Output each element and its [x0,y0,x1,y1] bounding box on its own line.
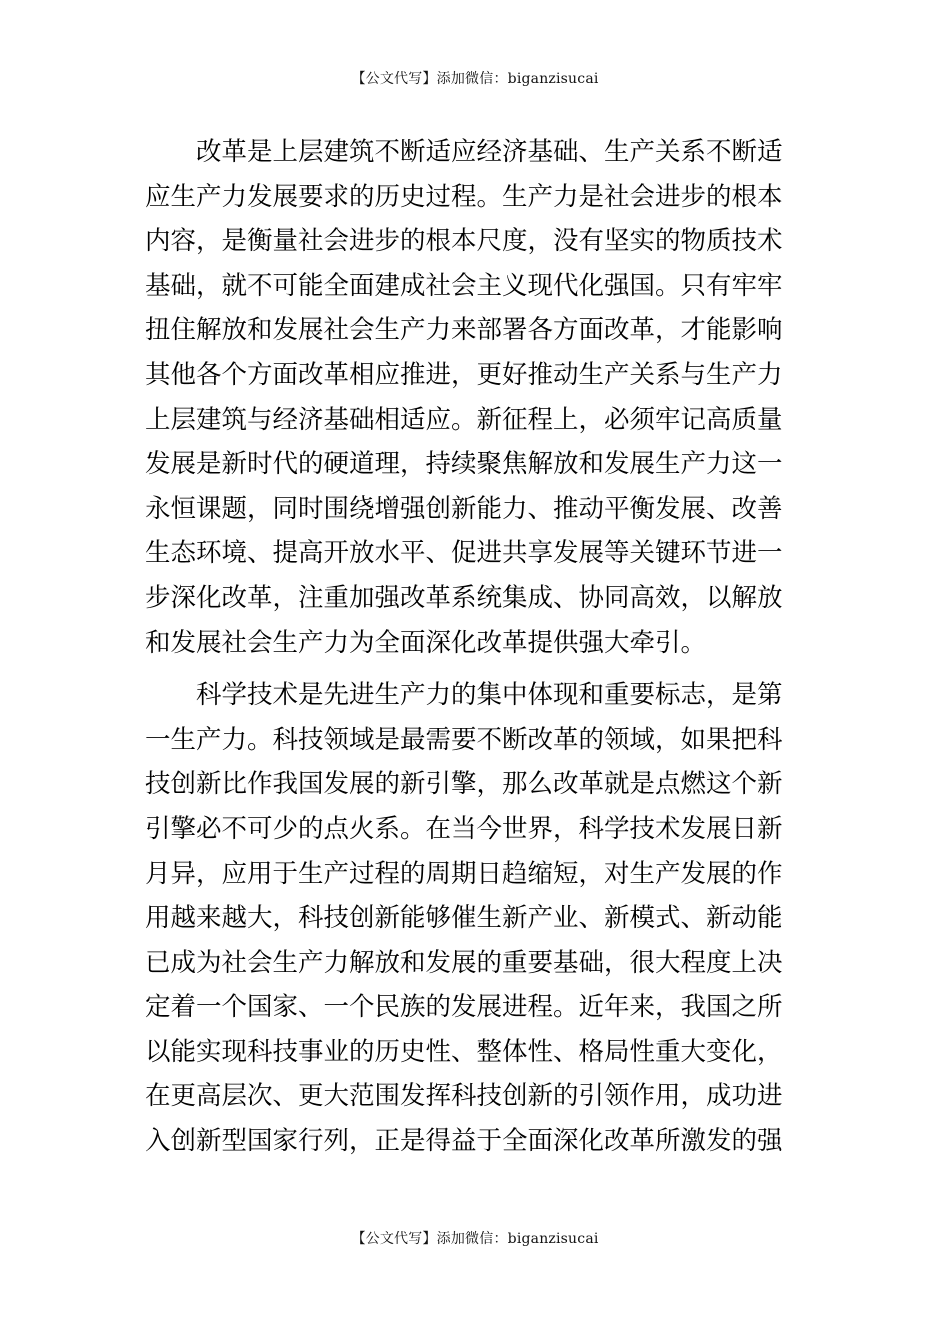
page-header: 【公文代写】添加微信：biganzisucai [351,71,599,87]
text-line: 应生产力发展要求的历史过程。生产力是社会进步的根本 [145,181,783,212]
text-line: 用越来越大，科技创新能够催生新产业、新模式、新动能 [145,903,783,934]
text-line: 技创新比作我国发展的新引擎，那么改革就是点燃这个新 [145,769,783,800]
text-line: 和发展社会生产力为全面深化改革提供强大牵引。 [145,627,707,658]
text-line: 一生产力。科技领域是最需要不断改革的领域，如果把科 [145,724,783,755]
text-line: 定着一个国家、一个民族的发展进程。近年来，我国之所 [145,992,783,1023]
text-line: 月异，应用于生产过程的周期日趋缩短，对生产发展的作 [145,858,783,889]
text-line: 内容，是衡量社会进步的根本尺度，没有坚实的物质技术 [145,226,783,257]
paragraph-1 [145,130,810,665]
page-footer: 【公文代写】添加微信：biganzisucai [351,1231,599,1247]
text-line: 其他各个方面改革相应推进，更好推动生产关系与生产力 [145,359,783,390]
paragraph-2 [145,673,810,1164]
text-line: 已成为社会生产力解放和发展的重要基础，很大程度上决 [145,947,783,978]
text-line: 步深化改革，注重加强改革系统集成、协同高效，以解放 [145,582,783,613]
text-line: 扭住解放和发展社会生产力来部署各方面改革，才能影响 [145,315,783,346]
text-line: 引擎必不可少的点火系。在当今世界，科学技术发展日新 [145,813,783,844]
text-line: 发展是新时代的硬道理，持续聚焦解放和发展生产力这一 [145,449,783,480]
text-line: 改革是上层建筑不断适应经济基础、生产关系不断适 [196,137,783,167]
text-line: 基础，就不可能全面建成社会主义现代化强国。只有牢牢 [145,270,783,301]
text-line: 入创新型国家行列，正是得益于全面深化改革所激发的强 [145,1126,783,1157]
text-line: 以能实现科技事业的历史性、整体性、格局性重大变化， [145,1036,783,1067]
text-line: 在更高层次、更大范围发挥科技创新的引领作用，成功进 [145,1081,783,1112]
text-line: 生态环境、提高开放水平、促进共享发展等关键环节进一 [145,538,783,569]
text-line: 永恒课题，同时围绕增强创新能力、推动平衡发展、改善 [145,493,783,524]
document-body [145,130,810,1164]
text-line: 科学技术是先进生产力的集中体现和重要标志，是第 [196,680,783,711]
text-line: 上层建筑与经济基础相适应。新征程上，必须牢记高质量 [145,404,783,435]
